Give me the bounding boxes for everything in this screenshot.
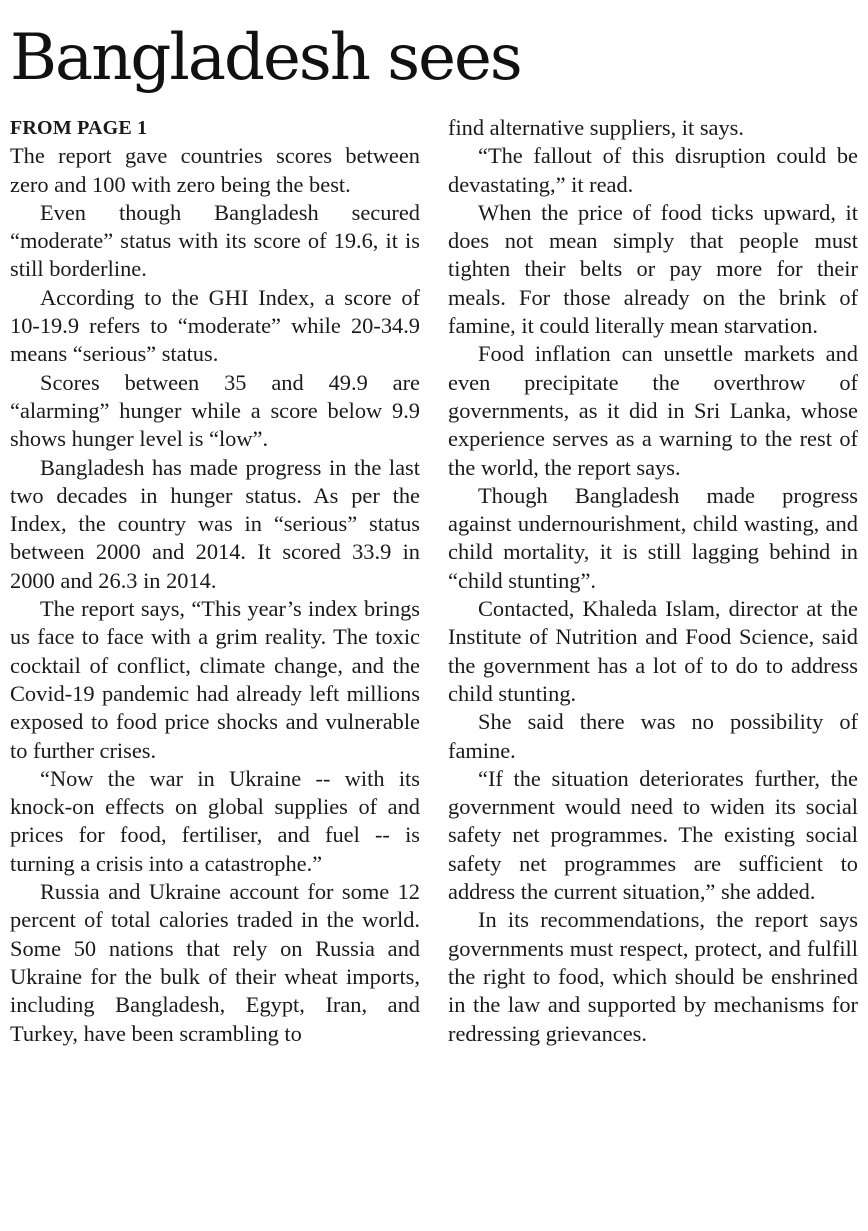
paragraph: Food inflation can unsettle markets and even precipitate the overthrow of governments, as it did in Sri Lanka, whose experience serves as a warning to the rest of the world, the report says. <box>448 341 858 480</box>
paragraph: In its recommendations, the report says governments must respect, protect, and fulfill the right to food, which should be enshrined in the law and supported by mechanisms for redressing grievances. <box>448 907 858 1046</box>
paragraph: According to the GHI Index, a score of 10-19.9 refers to “moderate” while 20-34.9 means “serious” status. <box>10 284 420 367</box>
paragraph: Even though Bangladesh secured “moderate” status with its score of 19.6, it is still borderline. <box>10 199 420 282</box>
article-column-right <box>448 114 858 1048</box>
paragraph: Scores between 35 and 49.9 are “alarming” hunger while a score below 9.9 shows hunger level is “low”. <box>10 369 420 452</box>
paragraph: “If the situation deteriorates further, the government would need to widen its social safety net programmes. The existing social safety net programmes are sufficient to address the current situation,” she added. <box>448 765 858 905</box>
continuation-kicker: FROM PAGE 1 <box>10 117 148 139</box>
paragraph-continued: find alternative suppliers, it says. <box>448 115 744 140</box>
article-column-left <box>10 114 420 1048</box>
paragraph: She said there was no possibility of famine. <box>448 709 858 763</box>
paragraph: “Now the war in Ukraine -- with its knock-on effects on global supplies of and prices for food, fertiliser, and fuel -- is turning a crisis into a catastrophe.” <box>10 765 420 876</box>
paragraph: “The fallout of this disruption could be devastating,” it read. <box>448 143 858 197</box>
paragraph: The report gave countries scores between zero and 100 with zero being the best. <box>10 143 420 197</box>
paragraph: Though Bangladesh made progress against undernourishment, child wasting, and child mortality, it is still lagging behind in “child stunting”. <box>448 482 858 593</box>
paragraph: Russia and Ukraine account for some 12 percent of total calories traded in the world. Some 50 nations that rely on Russia and Ukraine for the bulk of their wheat imports, including Bangladesh, Egypt, Iran, and Turkey, have been scrambling to <box>10 879 420 1046</box>
paragraph: When the price of food ticks upward, it does not mean simply that people must tighten their belts or pay more for their meals. For those already on the brink of famine, it could literally mean starvation. <box>448 199 858 339</box>
headline: Bangladesh sees <box>10 21 521 95</box>
paragraph: The report says, “This year’s index brings us face to face with a grim reality. The toxic cocktail of conflict, climate change, and the Covid-19 pandemic had already left millions exposed to food price shocks and vulnerable to further crises. <box>10 596 420 763</box>
paragraph: Contacted, Khaleda Islam, director at the Institute of Nutrition and Food Science, said the government has a lot of to do to address child stunting. <box>448 596 858 706</box>
paragraph: Bangladesh has made progress in the last two decades in hunger status. As per the Index, the country was in “serious” status between 2000 and 2014. It scored 33.9 in 2000 and 26.3 in 2014. <box>10 454 420 593</box>
